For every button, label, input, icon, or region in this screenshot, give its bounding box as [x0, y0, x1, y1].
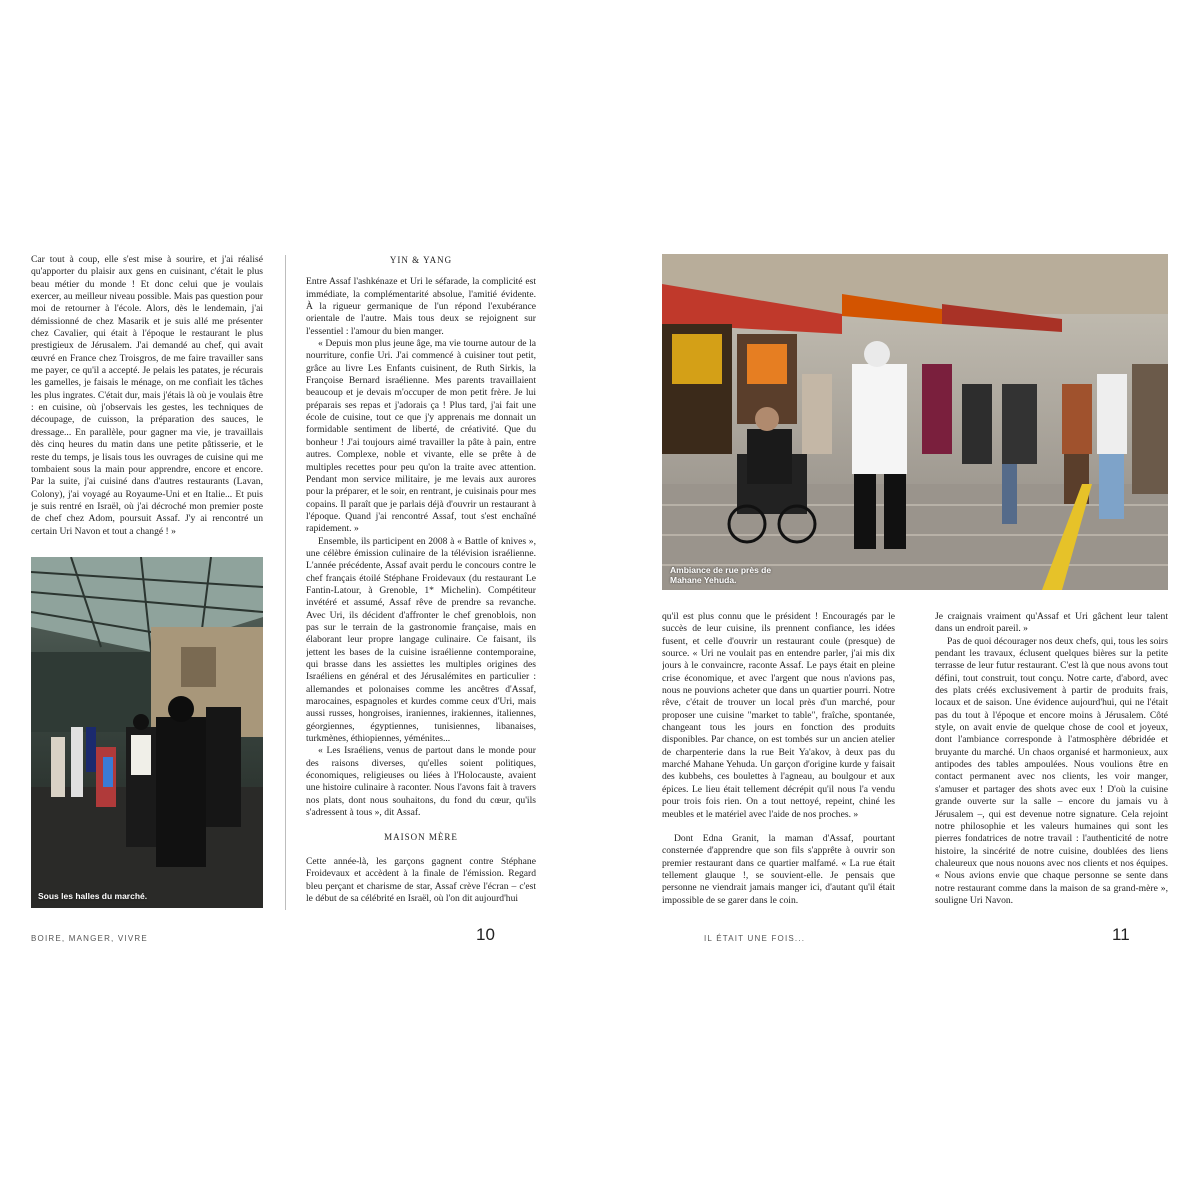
page-number: 11 [1112, 925, 1130, 944]
column-divider [285, 255, 286, 910]
left-column-2 [306, 254, 536, 914]
paragraph: « Depuis mon plus jeune âge, ma vie tourne autour de la nourriture, confie Uri. J'ai commencé à cuisiner tout petit, grâce au livre Les Enfants cuisinent, de Ruth Sirkis, la Françoise Bernard israélienne. Mes parents travaillaient beaucoup et je devais m'occuper de mon petit frère. Je lui préparais ses repas et j'adorais ça ! Plus tard, j'ai fait une école de cuisine, tout ce que j'y apprenais me donnait un formidable sentiment de liberté, de créativité. Que du bonheur ! J'ai toujours aimé travailler la pâte à pain, entre autres. Complexe, noble et vivante, elle se prête à de multiples recettes pour peu qu'on la traite avec attention. Pendant mon service militaire, je me levais aux aurores pour la préparer, et le soir, en rentrant, je cuisinais pour mes copains. Il paraît que je parlais déjà d'ouvrir un restaurant à l'époque. Quand j'ai rencontré Assaf, tout s'est enchaîné rapidement. » [306, 338, 536, 535]
street-market-photo [662, 254, 1168, 590]
paragraph: Car tout à coup, elle s'est mise à sourire, et j'ai réalisé qu'apporter du plaisir aux gens en cuisinant, c'était le plus beau métier du monde ! Et donc celui que je voulais exercer, au meilleur niveau possible. Mais pas question pour moi de retourner à l'école. Alors, dès le lendemain, j'ai démissionné de chez Masarik et je suis allé me présenter chez Cavalier, qui était à l'époque le restaurant le plus prestigieux de Jérusalem. J'ai demandé au chef, qui avait œuvré en France chez Troisgros, de me faire travailler sans me payer, ce qu'il a accepté. Je pelais les patates, je récurais les gamelles, je faisais le ménage, on me confiait les tâches les plus ingrates. C'était dur, mais j'étais là où je voulais être : en cuisine, où j'observais les gestes, les techniques de découpage, de cuisson, la préparation des sauces, le dressage... En parallèle, pour gagner ma vie, je travaillais dès cinq heures du matin dans une petite pâtisserie, et le reste du temps, je lisais tous les ouvrages de cuisine qui me tombaient sous la main pour apprendre, encore et encore. Par la suite, j'ai cuisiné dans d'autres restaurants (Lavan, Colony), j'ai voyagé au Royaume-Uni et en Italie... Et puis je suis rentré en Israël, où j'ai décroché mon premier poste de chef chez Adom, poursuit Assaf. J'y ai rencontré un certain Uri Navon et tout a changé ! » [31, 254, 263, 537]
right-column-1 [662, 611, 895, 911]
section-title: MAISON MÈRE [384, 832, 458, 843]
paragraph: Dont Edna Granit, la maman d'Assaf, pourtant consternée d'apprendre que son fils s'apprête à ouvrir son premier restaurant dans ce quartier malfamé. « La rue était tellement glauque !, se souvient-elle. Je pensais que personne ne viendrait jamais manger ici, d'autant qu'il était impossible de se garer dans le coin. [662, 832, 895, 906]
paragraph: Pas de quoi décourager nos deux chefs, qui, tous les soirs pendant les travaux, éclusent quelques bières sur la petite terrasse de leur futur restaurant. C'est là que nous avons tout défini, tout construit, tout conçu. Notre carte, d'abord, avec des plats créés exclusivement à partir de produits frais, locaux et de saison. Une évidence aujourd'hui, qui ne l'était pas du tout à l'époque et encore moins à Jérusalem. Côté style, on avait envie de quelque chose de cool et joyeux, dont l'ambiance corresponde à l'atmosphère débridée et bruyante du marché. Un chaos organisé et harmonieux, aux antipodes des tables ampoulées. Nous voulions être en contact permanent avec nos clients, les voir manger, s'amuser et partager des shots avec eux ! D'où la cuisine grande ouverte sur la salle – encore du jamais vu à Jérusalem –, qui est devenue notre signature. Cela rejoint notre philosophie et les valeurs humaines qui sont les pierres fondatrices de notre travail : l'authenticité de notre histoire, la sincérité de notre cuisine, doublées des liens chaleureux que nous nouons avec nos clients et nos équipes. « Nous avions envie que chaque personne se sente dans notre restaurant comme dans la maison de sa grand-mère », souligne Uri Navon. [935, 635, 1168, 906]
paragraph: Entre Assaf l'ashkénaze et Uri le séfarade, la complicité est immédiate, la complémentarité absolue, l'amitié évidente. À la rigueur germanique de l'un répond l'exubérance orientale de l'autre. Mais tous deux se rejoignent sur l'essentiel : l'amour du bien manger. [306, 276, 536, 337]
section-title: YIN & YANG [389, 255, 453, 265]
paragraph: Ensemble, ils participent en 2008 à « Battle of knives », une célèbre émission culinaire de la télévision israélienne. L'année précédente, Assaf avait perdu le concours contre le chef français étoilé Stéphane Froidevaux (du restaurant Le Fantin-Latour, à Grenoble, 1* Michelin). Compétiteur invétéré et assumé, Assaf rêve de prendre sa revanche. Avec Uri, ils décident d'affronter le chef grenoblois, non pas sur le terrain de la gastronomie française, mais en élaborant leur propre langage culinaire. Ce faisant, ils jettent les bases de la cuisine israélienne contemporaine, qui brasse dans les assiettes les multiples origines des Israéliens en général et des Jérusalémites en particulier : allemandes et polonaises comme les ancêtres d'Assaf, marocaines, espagnoles et kurdes comme ceux d'Uri, mais aussi russes, hongroises, iraniennes, irakiennes, italiennes, géorgiennes, égyptiennes, tunisiennes, libanaises, turkmènes, éthiopiennes, yéménites... [306, 535, 536, 745]
left-column-1 [31, 254, 263, 550]
paragraph: qu'il est plus connu que le président ! Encouragés par le succès de leur cuisine, ils prennent confiance, les idées fusent, et celle d'ouvrir un restaurant coule (presque) de source. « Uri ne voulait pas en entendre parler, j'ai mis dix jours à le convaincre, raconte Assaf. Le pays était en pleine crise économique, et avec l'argent que nous n'avions pas, nous ne pouvions acheter que dans un quartier pourri. Notre rêve, c'était de trouver un local près d'un marché, pour proposer une cuisine "market to table", fraîche, spontanée, changeant tous les jours en fonction des produits disponibles. Par chance, on est tombés sur un ancien atelier de charpenterie dans la rue Beit Ya'akov, à deux pas du marché Mahane Yehuda. Un garçon d'origine kurde y faisait des kubbehs, ces boulettes à l'agneau, au boulgour et aux épices. Le lieu était tellement décrépit qu'il nous l'a vendu pour trois fois rien. On a tout nettoyé, repeint, chiné les meubles et le matériel avec l'aide de nos proches. » [662, 611, 895, 820]
paragraph: Cette année-là, les garçons gagnent contre Stéphane Froidevaux et accèdent à la finale de l'émission. Regard bleu perçant et charisme de star, Assaf crève l'écran – c'est le début de sa célébrité en Israël, où l'on dit aujourd'hui [306, 855, 536, 904]
paragraph: « Les Israéliens, venus de partout dans le monde pour des raisons diverses, qu'elles soient politiques, économiques, religieuses ou liées à l'Holocauste, avaient une histoire culinaire à raconter. Nous l'avons fait à travers nos plats, dont nous souhaitons, du fond du cœur, qu'ils s'adressent à tous », dit Assaf. [306, 745, 536, 819]
paragraph: Je craignais vraiment qu'Assaf et Uri gâchent leur talent dans un endroit pareil. » [935, 611, 1168, 635]
right-column-2 [935, 611, 1168, 911]
running-footer: BOIRE, MANGER, VIVRE [31, 934, 148, 943]
market-hall-photo [31, 557, 263, 908]
running-footer: IL ÉTAIT UNE FOIS... [704, 934, 806, 943]
photo-caption: Sous les halles du marché. [38, 891, 148, 901]
page-number: 10 [476, 925, 495, 944]
photo-caption: Ambiance de rue près de Mahane Yehuda. [670, 565, 772, 585]
